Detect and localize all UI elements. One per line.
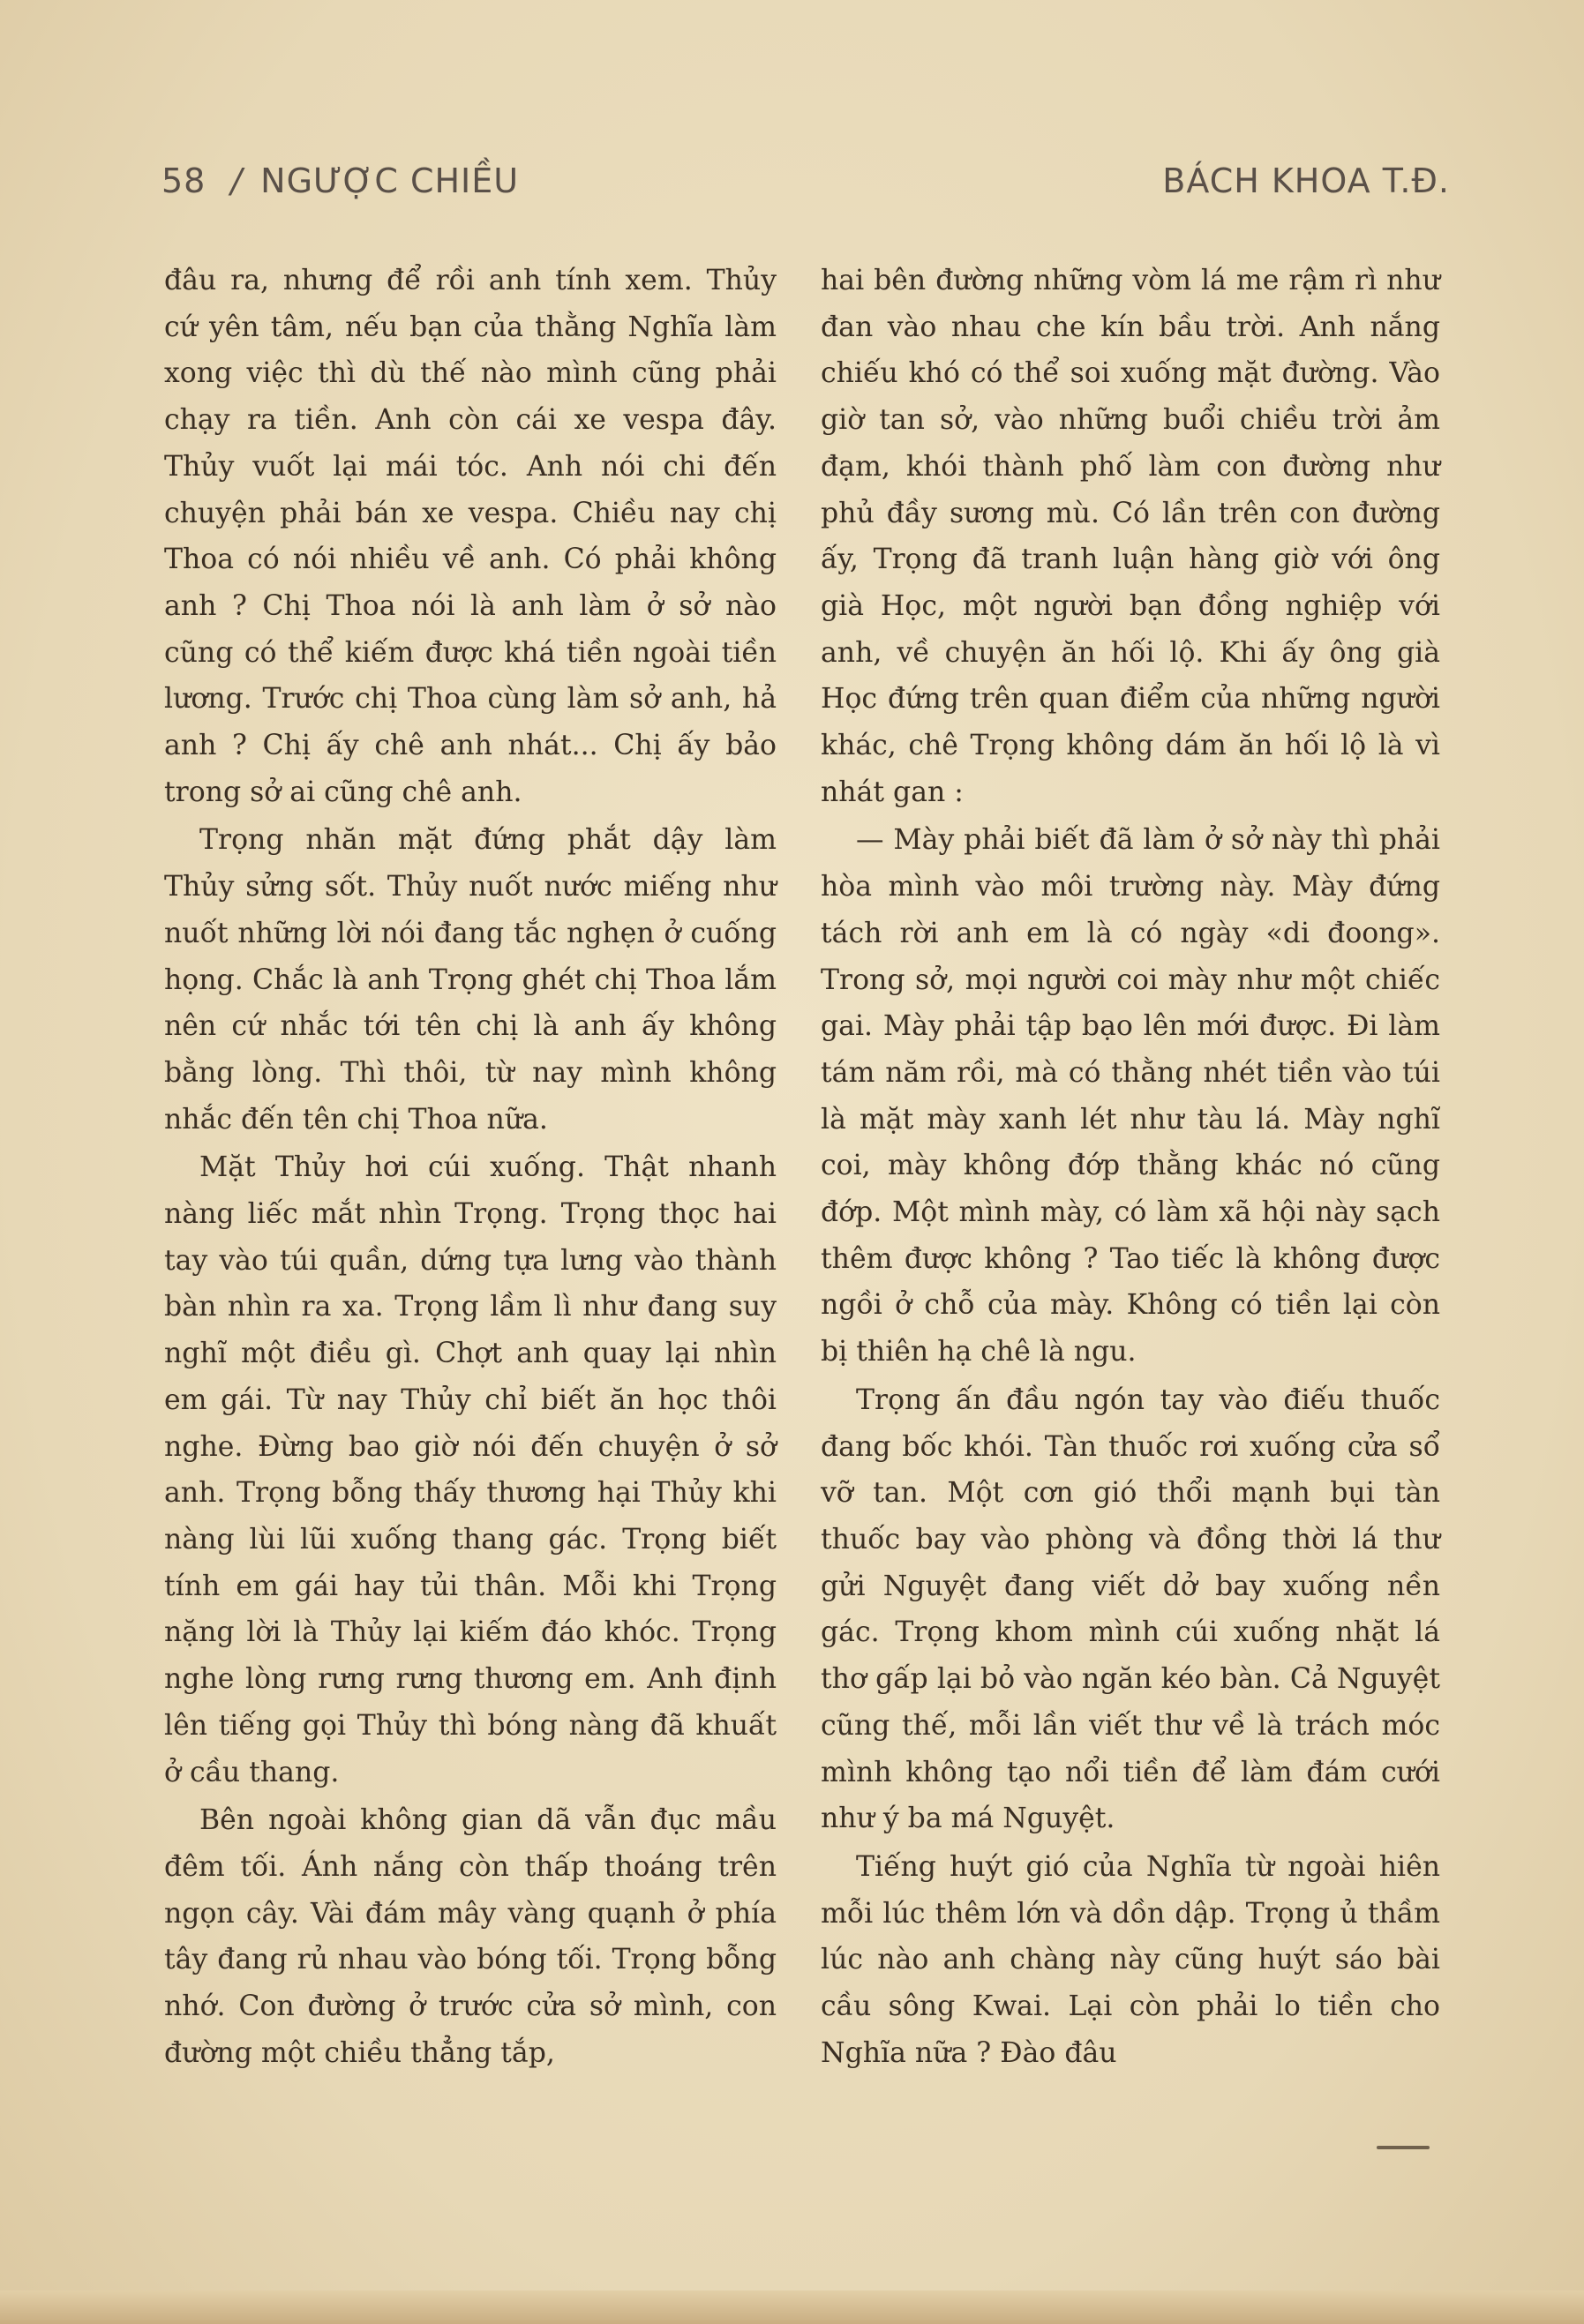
paragraph: Trọng ấn đầu ngón tay vào điếu thuốc đang bốc khói. Tàn thuốc rơi xuống cửa sổ vỡ tan. Một cơn gió thổi mạnh bụi tàn thuốc bay vào phòng và đồng thời lá thư gửi Nguyệt đang viết dở bay xuống nền gác. Trọng khom mình cúi xuống nhặt lá thơ gấp lại bỏ vào ngăn kéo bàn. Cả Nguyệt cũng thế, mỗi lần viết thư về là trách móc mình không tạo nổi tiền để làm đám cưới như ý ba má Nguyệt. bbox=[821, 1383, 1440, 1835]
header-left bbox=[161, 161, 519, 200]
section-title: NGƯỢC CHIỀU bbox=[260, 161, 520, 200]
page-bottom-edge bbox=[0, 2290, 1584, 2324]
right-column bbox=[821, 258, 1440, 2076]
paragraph: Mặt Thủy hơi cúi xuống. Thật nhanh nàng liếc mắt nhìn Trọng. Trọng thọc hai tay vào túi quần, dứng tựa lưng vào thành bàn nhìn ra xa. Trọng lầm lì như đang suy nghĩ một điều gì. Chợt anh quay lại nhìn em gái. Từ nay Thủy chỉ biết ăn học thôi nghe. Đừng bao giờ nói đến chuyện ở sở anh. Trọng bỗng thấy thương hại Thủy khi nàng lùi lũi xuống thang gác. Trọng biết tính em gái hay tủi thân. Mỗi khi Trọng nặng lời là Thủy lại kiếm đáo khóc. Trọng nghe lòng rưng rưng thương em. Anh định lên tiếng gọi Thủy thì bóng nàng đã khuất ở cầu thang. bbox=[164, 1151, 777, 1788]
running-header bbox=[161, 161, 1450, 214]
ink-underline-mark bbox=[1377, 2146, 1430, 2149]
header-separator: / bbox=[230, 161, 244, 200]
paragraph: đâu ra, nhưng để rồi anh tính xem. Thủy cứ yên tâm, nếu bạn của thằng Nghĩa làm xong việc thì dù thế nào mình cũng phải chạy ra tiền. Anh còn cái xe vespa đây. Thủy vuốt lại mái tóc. Anh nói chi đến chuyện phải bán xe vespa. Chiều nay chị Thoa có nói nhiều về anh. Có phải không anh ? Chị Thoa nói là anh làm ở sở nào cũng có thể kiếm được khá tiền ngoài tiền lương. Trước chị Thoa cùng làm sở anh, hả anh ? Chị ấy chê anh nhát... Chị ấy bảo trong sở ai cũng chê anh. bbox=[164, 265, 777, 808]
paragraph: hai bên đường những vòm lá me rậm rì như đan vào nhau che kín bầu trời. Anh nắng chiếu khó có thể soi xuống mặt đường. Vào giờ tan sở, vào những buổi chiều trời ảm đạm, khói thành phố làm con đường như phủ đầy sương mù. Có lần trên con đường ấy, Trọng đã tranh luận hàng giờ với ông già Học, một người bạn đồng nghiệp với anh, về chuyện ăn hối lộ. Khi ấy ông già Học đứng trên quan điểm của những người khác, chê Trọng không dám ăn hối lộ là vì nhát gan : bbox=[821, 265, 1440, 808]
paragraph: Trọng nhăn mặt đứng phắt dậy làm Thủy sửng sốt. Thủy nuốt nước miếng như nuốt những lời nói đang tắc nghẹn ở cuống họng. Chắc là anh Trọng ghét chị Thoa lắm nên cứ nhắc tới tên chị là anh ấy không bằng lòng. Thì thôi, từ nay mình không nhắc đến tên chị Thoa nữa. bbox=[164, 824, 777, 1136]
page-number: 58 bbox=[161, 161, 206, 200]
paragraph: — Mày phải biết đã làm ở sở này thì phải hòa mình vào môi trường này. Mày đứng tách rời anh em là có ngày «di đoong». Trong sở, mọi người coi mày như một chiếc gai. Mày phải tập bạo lên mới được. Đi làm tám năm rồi, mà có thằng nhét tiền vào túi là mặt mày xanh lét như tàu lá. Mày nghĩ coi, mày không đớp thằng khác nó cũng đớp. Một mình mày, có làm xã hội này sạch thêm được không ? Tao tiếc là không được ngồi ở chỗ của mày. Không có tiền lại còn bị thiên hạ chê là ngu. bbox=[821, 824, 1440, 1368]
journal-title: BÁCH KHOA T.Đ. bbox=[1162, 161, 1450, 200]
left-column bbox=[164, 258, 777, 2076]
paragraph: Tiếng huýt gió của Nghĩa từ ngoài hiên mỗi lúc thêm lớn và dồn dập. Trọng ủ thầm lúc nào anh chàng này cũng huýt sáo bài cầu sông Kwai. Lại còn phải lo tiền cho Nghĩa nữa ? Đào đâu bbox=[821, 1850, 1440, 2069]
paragraph: Bên ngoài không gian dã vẫn đục mầu đêm tối. Ánh nắng còn thấp thoáng trên ngọn cây. Vài đám mây vàng quạnh ở phía tây đang rủ nhau vào bóng tối. Trọng bỗng nhớ. Con đường ở trước cửa sở mình, con đường một chiều thẳng tắp, bbox=[164, 1804, 777, 2069]
